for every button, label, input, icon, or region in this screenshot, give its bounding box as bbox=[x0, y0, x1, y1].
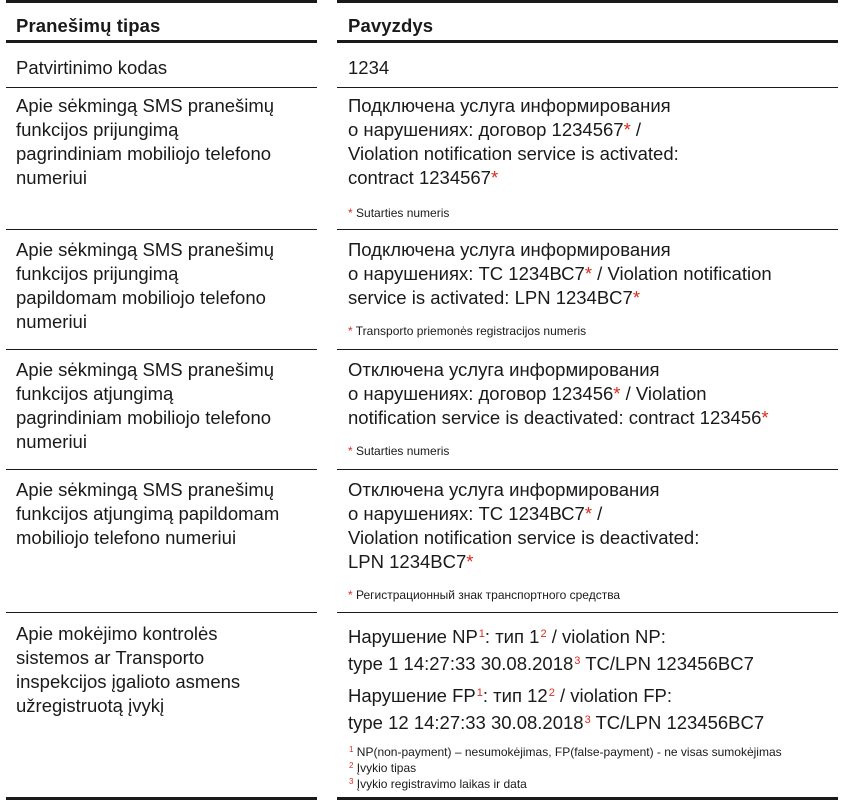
header-type-label: Pranešimų tipas bbox=[16, 15, 161, 36]
table-row bbox=[337, 230, 838, 350]
header-cell-example bbox=[337, 0, 838, 43]
row-example-text-np: Нарушение $NP^1$: тип $1^2$ / violation NP: type 1 14:27:33 30.08.2018$^3$ TC/LPN 123456BC7 bbox=[348, 626, 754, 674]
table-row bbox=[6, 88, 317, 230]
row-example-text: 1234 bbox=[348, 57, 390, 78]
footnote-list: $^1$ NP(non-payment) – nesumokėjimas, FP(false-payment) - ne visas sumokėjimas $^2$ Įvykio tipas $^3$ Įvykio registravimo laikas ir data bbox=[349, 745, 782, 791]
footnote: * Transporto priemonės registracijos numeris bbox=[348, 324, 587, 338]
row-example-text: Отключена услуга информирования о нарушениях: договор 123456* / Violation notification service is deactivated: contract 123456* bbox=[348, 359, 769, 428]
footnote: * Регистрационный знак транспортного средства bbox=[348, 588, 621, 602]
row-example-text: Подключена услуга информирования о нарушениях: договор 1234567* / Violation notification service is activated: contract 1234567* bbox=[348, 95, 679, 188]
row-type-text: Apie mokėjimo kontrolės sistemos ar Transporto inspekcijos įgalioto asmens užregistruotą įvykį bbox=[16, 623, 241, 716]
table-row bbox=[337, 350, 838, 470]
header-cell-type bbox=[6, 0, 317, 43]
table-row bbox=[6, 230, 317, 350]
row-type-text: Apie sėkmingą SMS pranešimų funkcijos atjungimą papildomam mobiliojo telefono numeriui bbox=[16, 479, 280, 548]
row-type-text: Apie sėkmingą SMS pranešimų funkcijos atjungimą pagrindiniam mobiliojo telefono numeriui bbox=[16, 359, 275, 452]
table-row bbox=[337, 46, 838, 88]
table-row bbox=[337, 88, 838, 230]
table-row bbox=[6, 350, 317, 470]
row-type-text: Apie sėkmingą SMS pranešimų funkcijos prijungimą pagrindiniam mobiliojo telefono numeriui bbox=[16, 95, 275, 188]
row-type-text: Apie sėkmingą SMS pranešimų funkcijos prijungimą papildomam mobiliojo telefono numeriui bbox=[16, 239, 275, 332]
table-row bbox=[6, 613, 317, 800]
row-example-text: Подключена услуга информирования о нарушениях: ТС 1234ВС7* / Violation notification service is activated: LPN 1234BC7* bbox=[348, 239, 772, 308]
table-row bbox=[337, 470, 838, 613]
footnote: * Sutarties numeris bbox=[348, 206, 450, 220]
table-row bbox=[6, 470, 317, 613]
table-row bbox=[6, 46, 317, 88]
row-example-text-fp: Нарушение $FP^1$: тип $12^2$ / violation FP: type 12 14:27:33 30.08.2018$^3$ TC/LPN 123456BC7 bbox=[348, 685, 765, 733]
table-row bbox=[337, 613, 838, 800]
row-type-text: Patvirtinimo kodas bbox=[16, 57, 168, 78]
row-example-text: Отключена услуга информирования о нарушениях: ТС 1234ВС7* / Violation notification service is deactivated: LPN 1234BC7* bbox=[348, 479, 700, 572]
footnote: * Sutarties numeris bbox=[348, 444, 450, 458]
header-example-label: Pavyzdys bbox=[348, 15, 434, 36]
